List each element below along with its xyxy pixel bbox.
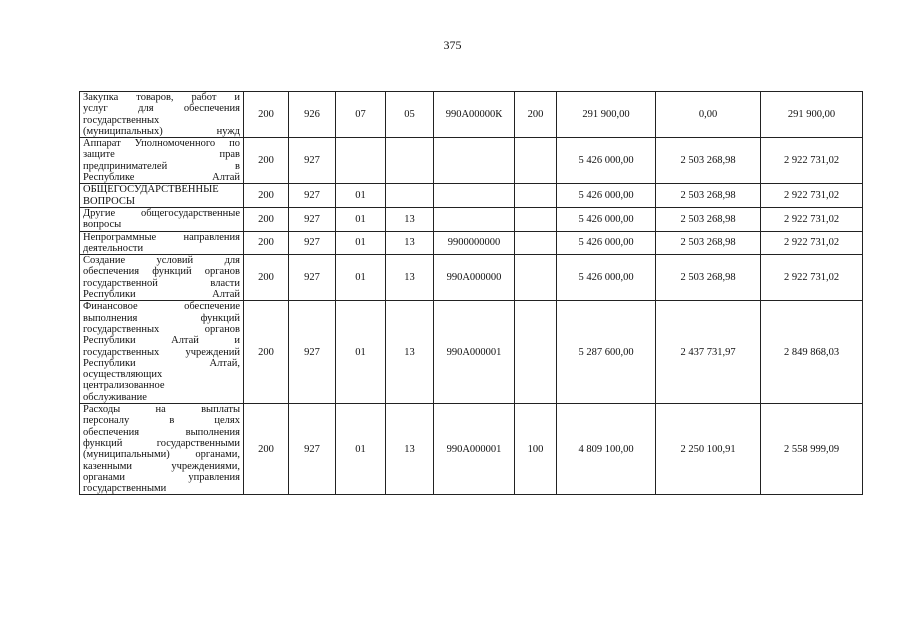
description-line: [83, 232, 240, 243]
table-row: [80, 301, 863, 404]
cell-target: 990А000001: [434, 404, 515, 495]
cell-target: 990А00000К: [434, 92, 515, 138]
description-line: [83, 172, 240, 183]
cell-planned: 5 287 600,00: [557, 301, 656, 404]
cell-planned: 4 809 100,00: [557, 404, 656, 495]
cell-ministry: 927: [289, 404, 336, 495]
cell-expense-type: [515, 138, 557, 184]
cell-description: [80, 92, 244, 138]
table-row: [80, 184, 863, 208]
description-word: Алтай: [212, 172, 240, 184]
description-word: по: [229, 138, 240, 150]
cell-ministry: 927: [289, 184, 336, 208]
description-word: казенными: [83, 460, 132, 472]
cell-target: 9900000000: [434, 231, 515, 255]
cell-executed: 2 250 100,91: [656, 404, 761, 495]
description-line: обслуживание: [83, 391, 147, 403]
description-word: прав: [219, 149, 240, 161]
description-line: [83, 161, 240, 172]
description-word: нужд: [216, 125, 240, 137]
cell-remaining: 2 849 868,03: [761, 301, 863, 404]
description-word: органов: [204, 323, 240, 335]
description-word: выполнения: [83, 312, 138, 324]
cell-description: [80, 301, 244, 404]
description-word: направления: [183, 231, 240, 243]
cell-ministry: 927: [289, 207, 336, 231]
description-word: и: [234, 335, 240, 347]
cell-rcp: 200: [244, 138, 289, 184]
cell-remaining: 2 922 731,02: [761, 207, 863, 231]
cell-remaining: 2 922 731,02: [761, 231, 863, 255]
cell-section: 01: [336, 255, 386, 301]
description-line: вопросы: [83, 219, 122, 231]
cell-executed: 2 503 268,98: [656, 138, 761, 184]
description-word: выполнения: [185, 426, 240, 438]
description-word: государственных: [83, 323, 160, 335]
cell-ministry: 927: [289, 255, 336, 301]
description-word: обеспечения: [183, 103, 240, 115]
cell-rcp: 200: [244, 301, 289, 404]
description-word: в: [235, 160, 240, 172]
cell-expense-type: 200: [515, 92, 557, 138]
description-line: [83, 278, 240, 289]
cell-target: [434, 207, 515, 231]
description-word: Другие: [83, 207, 116, 219]
cell-planned: 5 426 000,00: [557, 138, 656, 184]
description-word: для: [224, 255, 240, 267]
description-word: целях: [214, 415, 240, 427]
description-word: предпринимателей: [83, 160, 168, 172]
cell-subsection: 13: [386, 404, 434, 495]
cell-remaining: 2 922 731,02: [761, 138, 863, 184]
cell-description: [80, 207, 244, 231]
cell-rcp: 200: [244, 207, 289, 231]
description-word: персоналу: [83, 415, 130, 427]
cell-target: [434, 184, 515, 208]
cell-subsection: 13: [386, 255, 434, 301]
description-word: государственными: [156, 437, 240, 449]
description-word: Создание: [83, 255, 126, 267]
description-word: условий: [156, 255, 194, 267]
description-word: Закупка: [83, 92, 119, 103]
description-word: учреждений: [185, 346, 240, 358]
cell-expense-type: [515, 207, 557, 231]
description-line: деятельности: [83, 242, 144, 254]
page-number: 375: [443, 38, 462, 52]
cell-description: [80, 404, 244, 495]
cell-executed: 2 503 268,98: [656, 231, 761, 255]
description-line: ОБЩЕГОСУДАРСТВЕННЫЕ: [83, 184, 219, 196]
cell-subsection: 13: [386, 207, 434, 231]
description-line: [83, 404, 240, 415]
description-word: органов: [204, 266, 240, 278]
description-word: Непрограммные: [83, 231, 157, 243]
description-word: государственных: [83, 346, 160, 358]
description-line: государственными: [83, 483, 167, 495]
description-word: Финансовое: [83, 301, 138, 313]
description-word: Уполномоченного: [134, 138, 216, 150]
description-line: [83, 415, 240, 426]
cell-ministry: 926: [289, 92, 336, 138]
description-word: Республике: [83, 172, 135, 184]
description-word: работ: [191, 92, 217, 103]
description-line: [83, 208, 240, 219]
description-word: обеспечения: [83, 426, 140, 438]
cell-executed: 2 503 268,98: [656, 207, 761, 231]
cell-subsection: [386, 138, 434, 184]
description-word: Республики: [83, 289, 136, 301]
description-line: централизованное: [83, 380, 165, 392]
description-line: [83, 461, 240, 472]
description-word: Алтай: [171, 335, 199, 347]
description-line: [83, 149, 240, 160]
description-line: [83, 449, 240, 460]
description-line: [83, 438, 240, 449]
description-line: [83, 472, 240, 483]
cell-planned: 5 426 000,00: [557, 207, 656, 231]
description-word: органами,: [195, 449, 240, 461]
cell-section: 01: [336, 207, 386, 231]
cell-remaining: 291 900,00: [761, 92, 863, 138]
table-row: [80, 231, 863, 255]
cell-subsection: 13: [386, 231, 434, 255]
description-line: [83, 335, 240, 346]
cell-planned: 5 426 000,00: [557, 184, 656, 208]
cell-planned: 5 426 000,00: [557, 231, 656, 255]
cell-description: [80, 255, 244, 301]
description-line: [83, 103, 240, 114]
cell-section: 07: [336, 92, 386, 138]
cell-rcp: 200: [244, 404, 289, 495]
cell-expense-type: [515, 255, 557, 301]
cell-subsection: 05: [386, 92, 434, 138]
cell-executed: 2 437 731,97: [656, 301, 761, 404]
cell-section: 01: [336, 301, 386, 404]
cell-description: [80, 138, 244, 184]
cell-section: 01: [336, 231, 386, 255]
description-word: Расходы: [83, 404, 121, 416]
description-word: для: [138, 103, 154, 115]
description-line: [83, 301, 240, 312]
cell-description: [80, 184, 244, 208]
cell-expense-type: [515, 184, 557, 208]
cell-rcp: 200: [244, 184, 289, 208]
description-line: [83, 313, 240, 324]
table-row: [80, 404, 863, 495]
description-word: органами: [83, 471, 126, 483]
description-word: управления: [188, 471, 240, 483]
description-word: Алтай: [212, 289, 240, 301]
description-line: [83, 324, 240, 335]
cell-expense-type: [515, 231, 557, 255]
description-line: [83, 289, 240, 300]
cell-remaining: 2 922 731,02: [761, 255, 863, 301]
cell-executed: 2 503 268,98: [656, 184, 761, 208]
cell-expense-type: 100: [515, 404, 557, 495]
description-word: функций: [152, 266, 192, 278]
description-word: защите: [83, 149, 115, 161]
table-row: [80, 92, 863, 138]
description-word: Республики: [83, 335, 136, 347]
cell-section: 01: [336, 404, 386, 495]
description-word: выплаты: [201, 404, 240, 416]
description-word: в: [169, 415, 175, 427]
cell-planned: 291 900,00: [557, 92, 656, 138]
cell-section: 01: [336, 184, 386, 208]
description-line: [83, 92, 240, 103]
cell-ministry: 927: [289, 138, 336, 184]
description-line: [83, 427, 240, 438]
description-word: товаров,: [136, 92, 174, 103]
cell-ministry: 927: [289, 231, 336, 255]
cell-rcp: 200: [244, 255, 289, 301]
budget-table: [79, 91, 863, 495]
cell-ministry: 927: [289, 301, 336, 404]
cell-executed: 0,00: [656, 92, 761, 138]
cell-subsection: [386, 184, 434, 208]
cell-remaining: 2 922 731,02: [761, 184, 863, 208]
description-word: общегосударственные: [140, 207, 240, 219]
description-line: [83, 266, 240, 277]
cell-executed: 2 503 268,98: [656, 255, 761, 301]
description-line: [83, 255, 240, 266]
description-word: обеспечение: [184, 301, 240, 313]
cell-target: 990А000000: [434, 255, 515, 301]
cell-rcp: 200: [244, 231, 289, 255]
table-body: [80, 92, 863, 495]
cell-remaining: 2 558 999,09: [761, 404, 863, 495]
description-line: ВОПРОСЫ: [83, 195, 136, 207]
description-line: [83, 358, 240, 369]
description-line: [83, 347, 240, 358]
description-word: учреждениями,: [171, 460, 240, 472]
description-word: услуг: [83, 103, 108, 115]
description-word: и: [234, 92, 240, 103]
description-word: Республики: [83, 357, 136, 369]
table-row: [80, 138, 863, 184]
description-word: функций: [83, 437, 123, 449]
description-word: обеспечения: [83, 266, 140, 278]
cell-expense-type: [515, 301, 557, 404]
description-line: [83, 126, 240, 137]
description-word: (муниципальными): [83, 449, 170, 461]
table-row: [80, 255, 863, 301]
cell-subsection: 13: [386, 301, 434, 404]
description-word: Аппарат: [83, 138, 121, 150]
description-word: (муниципальных): [83, 125, 163, 137]
cell-target: 990А000001: [434, 301, 515, 404]
cell-target: [434, 138, 515, 184]
cell-section: [336, 138, 386, 184]
description-line: осуществляющих: [83, 369, 163, 381]
cell-description: [80, 231, 244, 255]
cell-planned: 5 426 000,00: [557, 255, 656, 301]
description-word: на: [155, 404, 166, 416]
description-word: функций: [200, 312, 240, 324]
cell-rcp: 200: [244, 92, 289, 138]
description-line: [83, 138, 240, 149]
description-word: Алтай,: [209, 357, 240, 369]
description-word: государственной: [83, 277, 158, 289]
description-word: власти: [210, 277, 240, 289]
description-line: государственных: [83, 114, 160, 126]
table-row: [80, 207, 863, 231]
